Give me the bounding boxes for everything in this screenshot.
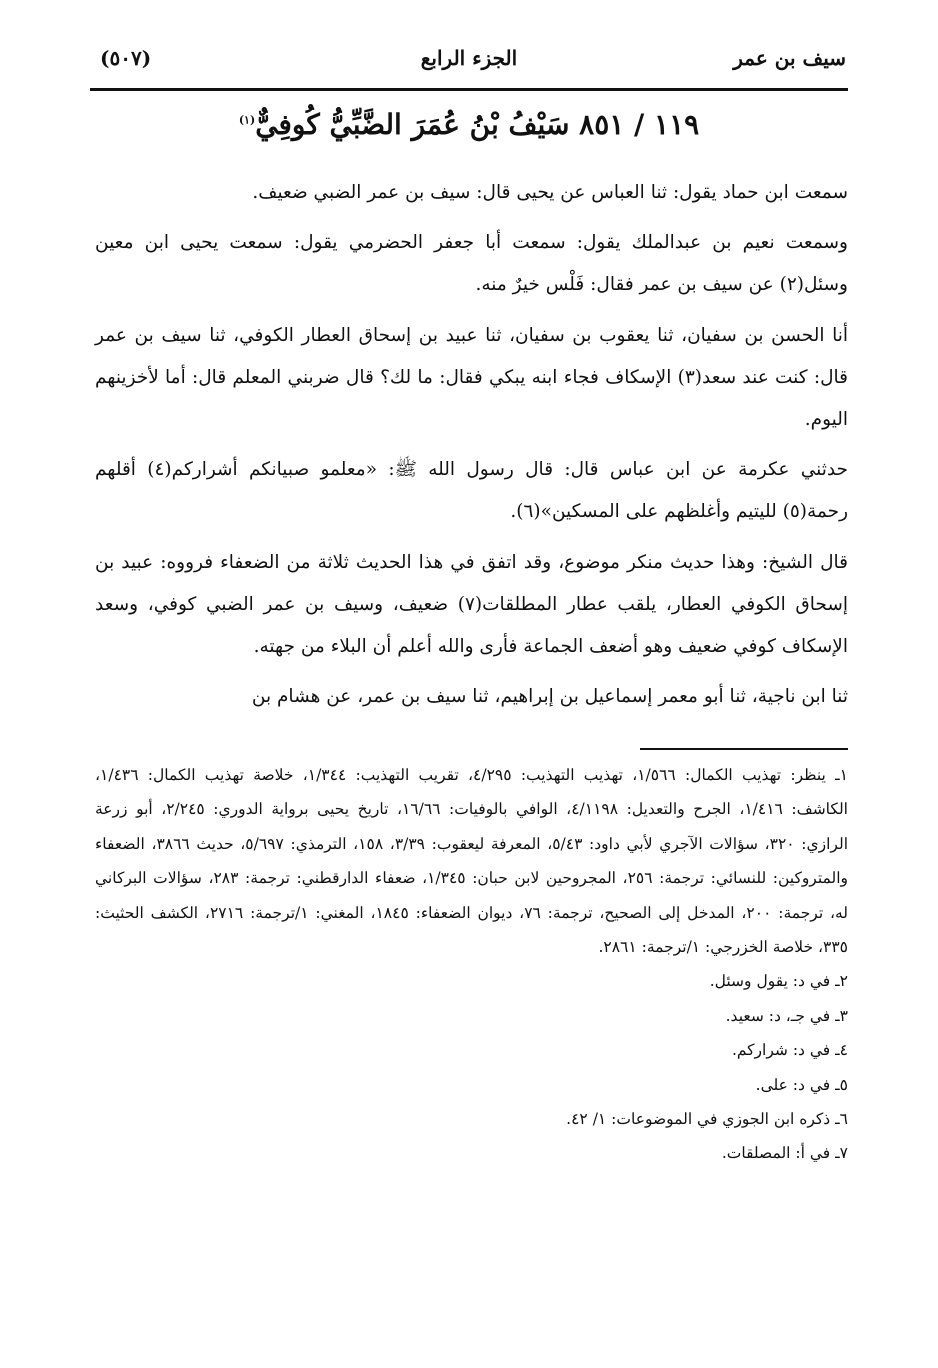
paragraph: ثنا ابن ناجية، ثنا أبو معمر إسماعيل بن إبراهيم، ثنا سيف بن عمر، عن هشام بن bbox=[251, 686, 848, 708]
footnote: ٧ـ في أ: المصلقات. bbox=[721, 1144, 848, 1163]
page-header bbox=[90, 38, 848, 88]
header-divider bbox=[90, 88, 848, 91]
entry-title bbox=[90, 108, 848, 141]
paragraph: وسمعت نعيم بن عبدالملك يقول: سمعت أبا جعفر الحضرمي يقول: سمعت يحيى ابن معين وسئل(٢) عن سيف بن عمر فقال: فَلْس خيرٌ منه. bbox=[95, 232, 848, 296]
volume-part-label: الجزء الرابع bbox=[420, 46, 518, 70]
running-title: سيف بن عمر bbox=[733, 46, 846, 70]
page-number: (٥٠٧) bbox=[100, 46, 152, 70]
entry-title-footnote-ref: (١) bbox=[238, 113, 256, 127]
footnote-divider bbox=[640, 748, 848, 750]
paragraph: حدثني عكرمة عن ابن عباس قال: قال رسول الله ﷺ: «معلمو صبيانكم أشراركم(٤) أقلهم رحمة(٥) لليتيم وأغلظهم على المسكين»(٦). bbox=[95, 459, 848, 523]
footnote: ٥ـ في د: على. bbox=[755, 1075, 848, 1094]
footnote: ٢ـ في د: يقول وسئل. bbox=[709, 972, 848, 991]
body-text bbox=[95, 172, 848, 726]
paragraph: أنا الحسن بن سفيان، ثنا يعقوب بن سفيان، ثنا عبيد بن إسحاق العطار الكوفي، ثنا سيف بن عمر قال: كنت عند سعد(٣) الإسكاف فجاء ابنه يبكي فقال: ما لك؟ قال ضربني المعلم قال: أما لأخزينهم اليوم. bbox=[95, 324, 849, 431]
footnote: ١ـ ينظر: تهذيب الكمال: ١/٥٦٦، تهذيب التهذيب: ٤/٢٩٥، تقريب التهذيب: ١/٣٤٤، خلاصة تهذيب الكمال: ١/٤٣٦، الكاشف: ١/٤١٦، الجرح والتعديل: ٤/١١٩٨، الوافي بالوفيات: ١٦/٦٦، تاريخ يحيى برواية الدوري: ٢/٢٤٥، أبو زرعة الرازي: ٣٢٠، سؤالات الآجري لأبي داود: ٥/٤٣، المعرفة ليعقوب: ٣/٣٩، ١٥٨، الترمذي: ٥/٦٩٧، حديث ٣٨٦٦، الضعفاء والمتروكين: للنسائي: ترجمة: ٢٥٦، المجروحين لابن حبان: ١/٣٤٥، ضعفاء الدارقطني: ترجمة: ٢٨٣، سؤالات البركاني له، ترجمة: ٢٠٠، المدخل إلى الصحيح، ترجمة: ٧٦، ديوان الضعفاء: ١٨٤٥، المغني: ١/ترجمة: ٢٧١٦، الكشف الحثيث: ٣٣٥، خلاصة الخزرجي: ١/ترجمة: ٢٨٦١. bbox=[95, 766, 849, 957]
footnote: ٣ـ في جـ، د: سعيد. bbox=[725, 1006, 848, 1025]
paragraph: سمعت ابن حماد يقول: ثنا العباس عن يحيى قال: سيف بن عمر الضبي ضعيف. bbox=[252, 182, 848, 203]
paragraph: قال الشيخ: وهذا حديث منكر موضوع، وقد اتفق في هذا الحديث ثلاثة من الضعفاء فرووه: عبيد بن إسحاق الكوفي العطار، يلقب عطار المطلقات(٧) ضعيف، وسيف بن عمر الضبي كوفي، وسعد الإسكاف كوفي ضعيف وهو أضعف الجماعة فأرى والله أعلم أن البلاء من جهته. bbox=[95, 551, 848, 658]
footnote: ٤ـ في د: شراركم. bbox=[731, 1041, 848, 1060]
footnotes bbox=[95, 758, 848, 1171]
entry-title-text: ١١٩ / ٨٥١ سَيْفُ بْنُ عُمَرَ الضَّبِّيُّ كُوفِيٌّ bbox=[255, 108, 700, 141]
footnote: ٦ـ ذكره ابن الجوزي في الموضوعات: ١/ ٤٢. bbox=[566, 1110, 848, 1129]
